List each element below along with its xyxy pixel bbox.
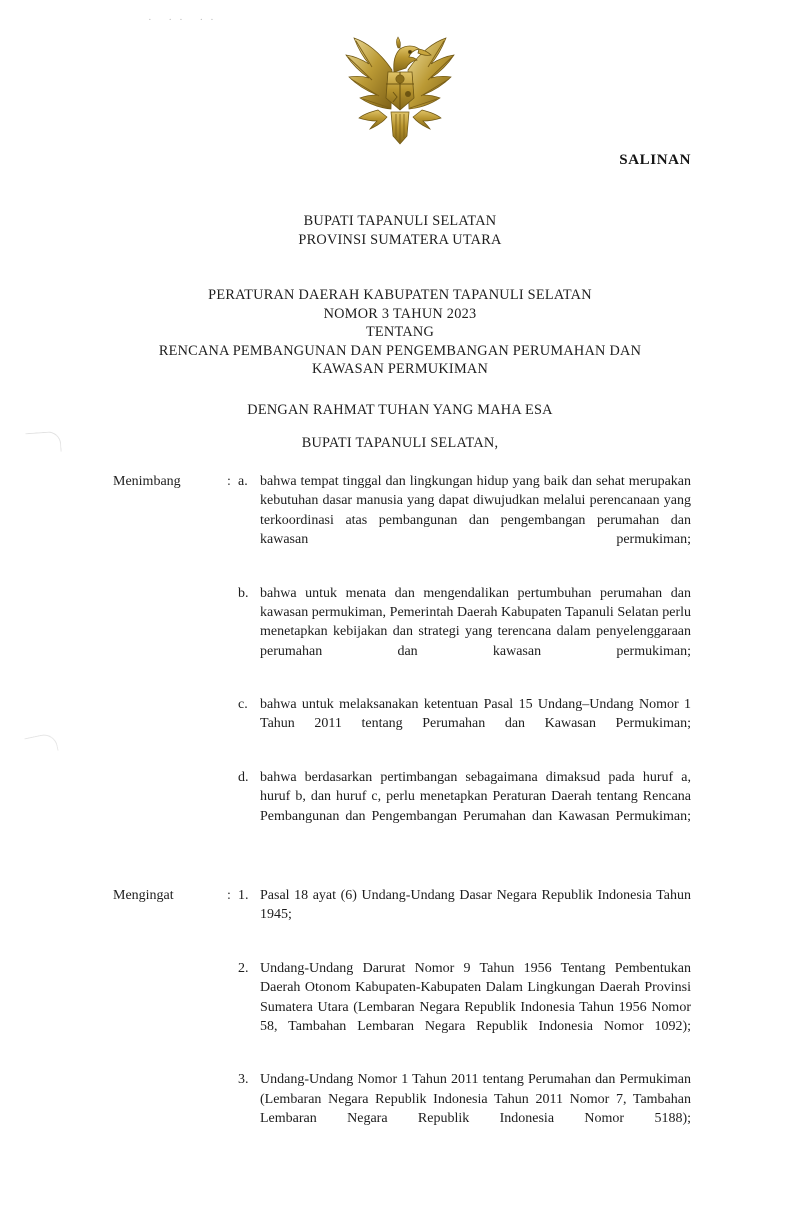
mengingat-label: Mengingat (113, 888, 174, 903)
signer-text: BUPATI TAPANULI SELATAN, (301, 435, 499, 451)
mengingat-text-1: Pasal 18 ayat (6) Undang-Undang Dasar Negara Republik Indonesia Tahun 1945; (260, 888, 691, 923)
mandate-line (60, 401, 740, 420)
mandate-text: DENGAN RAHMAT TUHAN YANG MAHA ESA (247, 402, 553, 418)
office-line-2: PROVINSI SUMATERA UTARA (298, 231, 502, 248)
menimbang-marker-d: d. (238, 769, 249, 785)
mengingat-text-2: Undang-Undang Darurat Nomor 9 Tahun 1956 Tentang Pembentukan Daerah Otonom Kabupaten-Kabupaten Dalam Lingkungan Daerah Provinsi Sumatera Utara (Lembaran Negara Republik Indonesia Tahun 1956 Nomor 58, Tambahan Lembaran Negara Republik Indonesia Nomor 1092); (260, 960, 691, 1034)
scan-smudge-top: · ·· ·· (148, 14, 221, 26)
menimbang-text-c: bahwa untuk melaksanakan ketentuan Pasal 15 Undang–Undang Nomor 1 Tahun 2011 tentang Perumahan dan Kawasan Permukiman; (260, 697, 691, 732)
signer-line (60, 434, 740, 453)
mengingat-item-3 (113, 1070, 691, 1148)
menimbang-marker-b: b. (238, 585, 249, 601)
scan-smudge-left-lower (24, 732, 58, 757)
office-line-1: BUPATI TAPANULI SELATAN (303, 213, 497, 229)
scan-smudge-left-upper (25, 431, 61, 454)
title-line-1: PERATURAN DAERAH KABUPATEN TAPANULI SELATAN (208, 287, 592, 303)
menimbang-item-a (113, 472, 691, 569)
menimbang-section (113, 472, 691, 845)
title-line-4: RENCANA PEMBANGUNAN DAN PENGEMBANGAN PERUMAHAN DAN (158, 342, 642, 359)
mengingat-colon: : (227, 888, 231, 903)
mengingat-marker-3: 3. (238, 1072, 249, 1088)
menimbang-label: Menimbang (113, 474, 181, 489)
menimbang-marker-a: a. (238, 474, 248, 489)
mengingat-marker-2: 2. (238, 960, 249, 976)
mengingat-marker-1: 1. (238, 888, 249, 903)
mengingat-item-1 (113, 886, 691, 944)
title-line-5: KAWASAN PERMUKIMAN (311, 361, 489, 378)
document-title (60, 286, 740, 379)
menimbang-item-d (113, 768, 691, 846)
mengingat-section (113, 886, 691, 1148)
title-line-3-tentang: TENTANG (365, 324, 435, 341)
menimbang-marker-c: c. (238, 697, 248, 713)
menimbang-text-a: bahwa tempat tinggal dan lingkungan hidup yang baik dan sehat merupakan kebutuhan dasar manusia yang dapat diwujudkan melalui perencanaan yang terkoordinasi atas pembangunan dan pengembangan perumahan dan kawasan permukiman; (260, 474, 691, 548)
menimbang-text-d: bahwa berdasarkan pertimbangan sebagaimana dimaksud pada huruf a, huruf b, dan huruf c, perlu menetapkan Peraturan Daerah tentang Rencana Pembangunan dan Pengembangan Perumahan dan Kawasan Permukiman; (260, 769, 691, 824)
garuda-pancasila-emblem (336, 26, 464, 150)
office-heading (60, 212, 740, 249)
mengingat-text-3: Undang-Undang Nomor 1 Tahun 2011 tentang Perumahan dan Permukiman (Lembaran Negara Republik Indonesia Tahun 2011 Nomor 7, Tambahan Lembaran Negara Republik Indonesia Nomor 5188); (260, 1072, 691, 1127)
salinan-stamp: SALINAN (619, 152, 691, 168)
menimbang-item-b (113, 584, 691, 681)
menimbang-text-b: bahwa untuk menata dan mengendalikan pertumbuhan perumahan dan kawasan permukiman, Pemerintah Daerah Kabupaten Tapanuli Selatan perlu menetapkan kebijakan dan strategi yang terencana dalam penyelenggaraan perumahan dan kawasan permukiman; (260, 585, 691, 659)
mengingat-item-2 (113, 959, 691, 1056)
title-line-2-number: NOMOR 3 TAHUN 2023 (323, 305, 477, 322)
menimbang-colon: : (227, 474, 231, 489)
menimbang-item-c (113, 695, 691, 753)
